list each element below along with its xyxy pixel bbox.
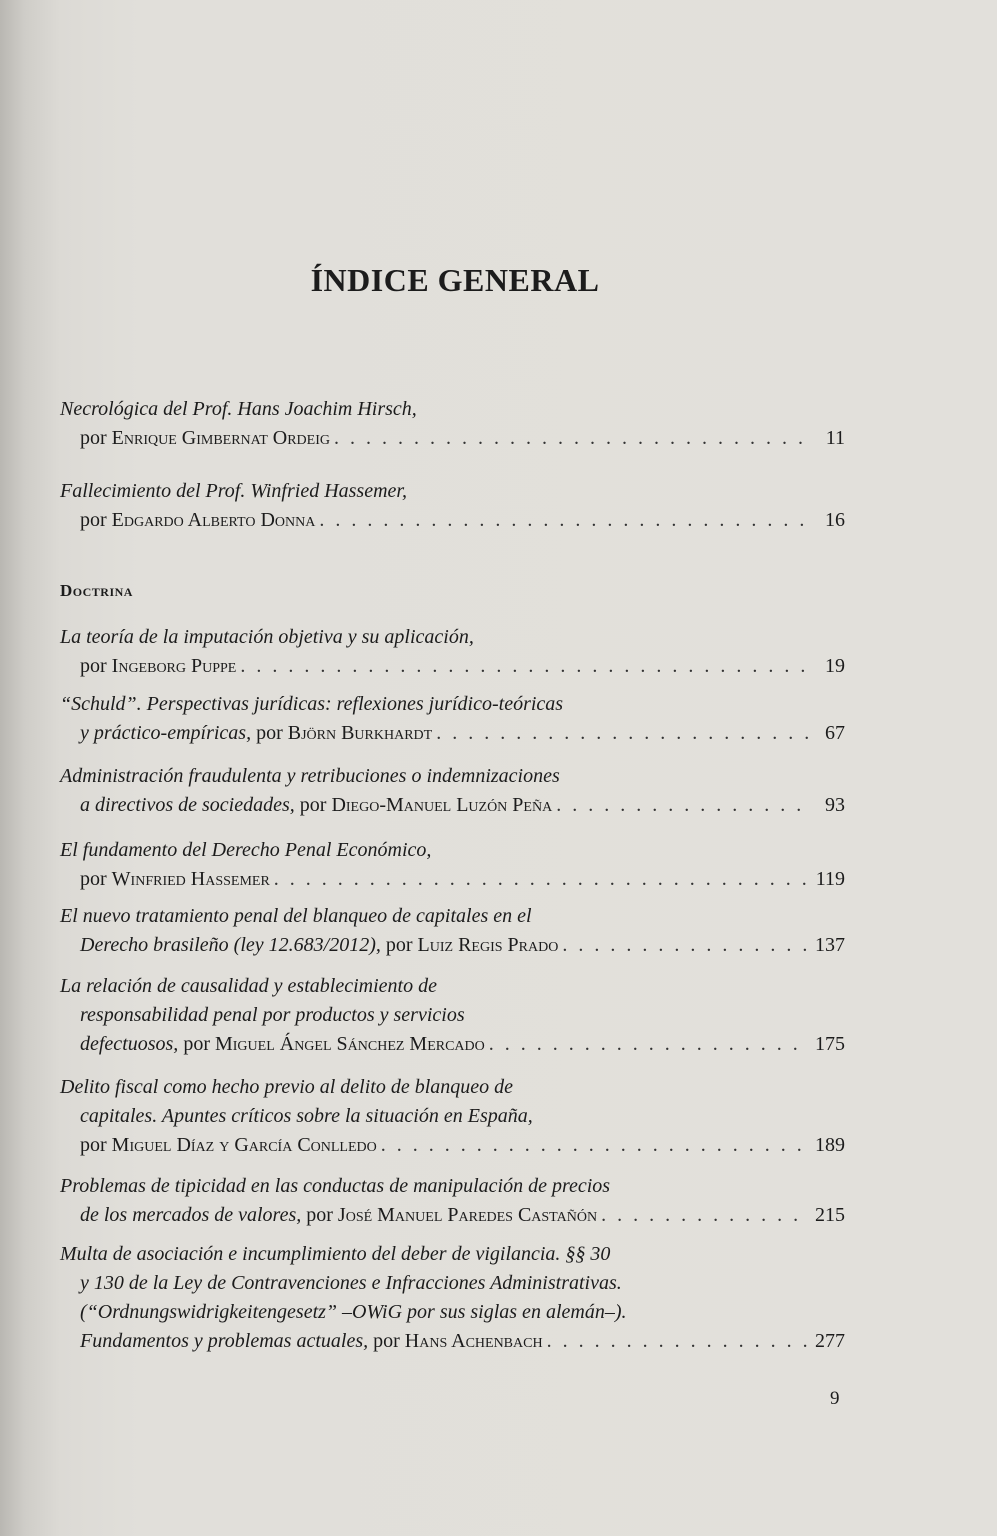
leader-dots xyxy=(274,865,810,894)
entry-author: Hans Achenbach xyxy=(404,1330,543,1352)
entry-author: José Manuel Paredes Castañón xyxy=(337,1204,598,1226)
entry-author-line xyxy=(60,1327,845,1356)
entry-title-line: La teoría de la imputación objetiva y su aplicación, xyxy=(60,626,474,648)
entry-title-line: capitales. Apuntes críticos sobre la situación en España, xyxy=(80,1105,533,1127)
entry-by-word: por xyxy=(183,1033,210,1055)
entry-page-number: 19 xyxy=(825,655,845,677)
toc-entry xyxy=(60,1073,845,1160)
entry-title-line: La relación de causalidad y establecimiento de xyxy=(60,975,437,997)
toc-entry xyxy=(60,836,845,894)
toc-entry xyxy=(60,1240,845,1356)
entry-by-word: por xyxy=(373,1330,400,1352)
entry-author: Enrique Gimbernat Ordeig xyxy=(111,427,330,449)
entry-author: Diego-Manuel Luzón Peña xyxy=(331,794,553,816)
entry-title-line: responsabilidad penal por productos y servicios xyxy=(80,1004,465,1026)
leader-dots xyxy=(436,719,811,748)
entry-title-end: a directivos de sociedades, xyxy=(80,794,295,816)
entry-author-line xyxy=(60,1030,845,1059)
entry-title-end: Derecho brasileño (ley 12.683/2012), xyxy=(80,934,381,956)
entry-author: Miguel Ángel Sánchez Mercado xyxy=(214,1033,485,1055)
entry-page-number: 189 xyxy=(815,1134,845,1156)
leader-dots xyxy=(334,424,811,453)
entry-title-line: El fundamento del Derecho Penal Económico, xyxy=(60,839,432,861)
entry-author-line xyxy=(60,506,845,535)
entry-author-line xyxy=(60,424,845,453)
entry-page-number: 119 xyxy=(815,868,845,890)
entry-page-number: 175 xyxy=(815,1033,845,1055)
entry-page-number: 137 xyxy=(815,934,845,956)
entry-title-end: y práctico-empíricas, xyxy=(80,722,252,744)
entry-title-line: “Schuld”. Perspectivas jurídicas: reflexiones jurídico-teóricas xyxy=(60,693,564,715)
entry-author-line xyxy=(60,931,845,960)
section-heading-doctrina: Doctrina xyxy=(60,581,133,600)
page-title: ÍNDICE GENERAL xyxy=(310,262,600,298)
entry-title-end: Fundamentos y problemas actuales, xyxy=(80,1330,369,1352)
entry-title-line: Delito fiscal como hecho previo al delito de blanqueo de xyxy=(60,1076,514,1098)
entry-author: Luiz Regis Prado xyxy=(417,934,559,956)
entry-by-word: por xyxy=(306,1204,333,1226)
entry-title-end: defectuosos, xyxy=(80,1033,179,1055)
entry-author-line xyxy=(60,652,845,681)
toc-entry xyxy=(60,477,845,535)
leader-dots xyxy=(547,1327,809,1356)
toc-entry xyxy=(60,902,845,960)
toc-entry xyxy=(60,762,845,820)
entry-title-end: de los mercados de valores, xyxy=(80,1204,302,1226)
leader-dots xyxy=(240,652,811,681)
toc-entry xyxy=(60,395,845,453)
entry-page-number: 11 xyxy=(825,427,845,449)
entry-title-line: Necrológica del Prof. Hans Joachim Hirsch, xyxy=(60,398,417,420)
entry-author-line xyxy=(60,791,845,820)
entry-by-word: por xyxy=(80,509,107,531)
entry-author: Björn Burkhardt xyxy=(287,722,433,744)
toc-entry xyxy=(60,1172,845,1230)
entry-title-line: Administración fraudulenta y retribuciones o indemnizaciones xyxy=(60,765,560,787)
toc-entry xyxy=(60,972,845,1059)
entry-author-line xyxy=(60,865,845,894)
leader-dots xyxy=(601,1201,809,1230)
entry-author-line xyxy=(60,1131,845,1160)
entry-title-line: El nuevo tratamiento penal del blanqueo de capitales en el xyxy=(60,905,532,927)
entry-title-line: Problemas de tipicidad en las conductas de manipulación de precios xyxy=(60,1175,611,1197)
entry-page-number: 67 xyxy=(825,722,845,744)
entry-by-word: por xyxy=(80,427,107,449)
entry-by-word: por xyxy=(80,655,107,677)
entry-by-word: por xyxy=(385,934,413,956)
entry-author: Ingeborg Puppe xyxy=(111,655,237,677)
entry-title-line: (“Ordnungswidrigkeitengesetz” –OWiG por sus siglas en alemán–). xyxy=(80,1301,627,1323)
entry-page-number: 215 xyxy=(815,1204,845,1226)
entry-by-word: por xyxy=(80,868,107,890)
toc-entry xyxy=(60,690,845,748)
entry-author-line xyxy=(60,1201,845,1230)
toc-entry xyxy=(60,623,845,681)
page-number: 9 xyxy=(830,1388,840,1409)
entry-author-line xyxy=(60,719,845,748)
entry-by-word: por xyxy=(256,722,283,744)
leader-dots xyxy=(556,791,811,820)
entry-author: Edgardo Alberto Donna xyxy=(111,509,316,531)
entry-by-word: por xyxy=(80,1134,107,1156)
leader-dots xyxy=(319,506,811,535)
entry-author: Miguel Díaz y García Conlledo xyxy=(111,1134,377,1156)
leader-dots xyxy=(562,931,809,960)
entry-title-line: Multa de asociación e incumplimiento del deber de vigilancia. §§ 30 xyxy=(60,1243,611,1265)
entry-title-line: y 130 de la Ley de Contravenciones e Infracciones Administrativas. xyxy=(80,1272,622,1294)
entry-author: Winfried Hassemer xyxy=(111,868,270,890)
entry-by-word: por xyxy=(299,794,327,816)
entry-title-line: Fallecimiento del Prof. Winfried Hassemer, xyxy=(60,480,407,502)
leader-dots xyxy=(381,1131,809,1160)
entry-page-number: 277 xyxy=(815,1330,845,1352)
entry-page-number: 93 xyxy=(825,794,845,816)
leader-dots xyxy=(489,1030,809,1059)
entry-page-number: 16 xyxy=(825,509,845,531)
